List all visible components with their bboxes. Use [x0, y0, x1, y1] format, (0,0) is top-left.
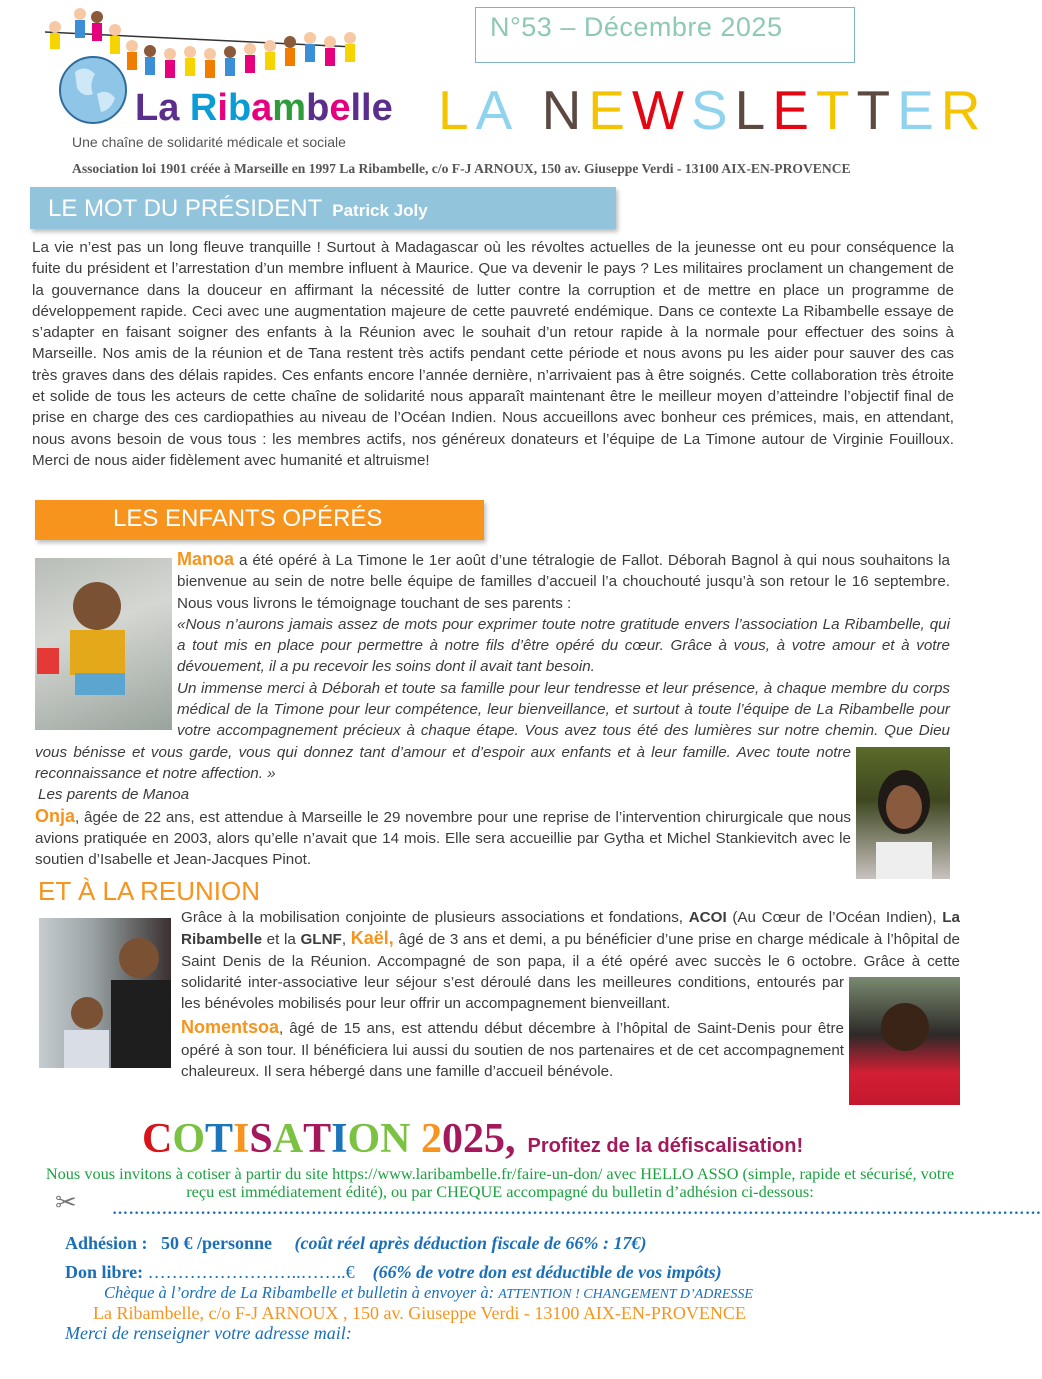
manoa-story: Manoa a été opéré à La Timone le 1er août d’une tétralogie de Fallot. Déborah Bagnol à qui nous souhaitons la bienvenue au sein de notre belle équipe de familles d’accueil l’a chouchouté jusqu’à son retour le 16 septembre. Nous vous livrons le témoignage touchant de ses parents :	[177, 549, 950, 612]
author-name: Patrick Joly	[332, 201, 428, 220]
title-letter: E	[588, 79, 632, 141]
adhesion-amount: 50 € /personne	[161, 1233, 273, 1253]
logo-letter: e	[371, 87, 393, 129]
logo-letter: L	[135, 87, 159, 129]
logo-letter: e	[329, 87, 351, 129]
title-letter: N	[541, 79, 589, 141]
logo-letter: l	[361, 87, 372, 129]
address-change-warning: ATTENTION ! CHANGEMENT D’ADRESSE	[498, 1287, 753, 1302]
title-letter: T	[815, 79, 857, 141]
title-letter: T	[205, 1116, 234, 1162]
title-letter: T	[303, 1116, 332, 1162]
logo-letter: a	[251, 87, 273, 129]
cut-line: ……………………………………………………………………………………………………………………………………………………	[112, 1201, 1042, 1218]
title-letter: E	[897, 79, 941, 141]
issue-box	[475, 7, 855, 63]
title-letter: I	[233, 1116, 250, 1162]
don-libre-line: Don libre: ……………………..……..€ (66% de votre don est déductible de vos impôts)	[65, 1262, 722, 1282]
logo-letter: b	[306, 87, 330, 129]
title-letter: ,	[504, 1116, 516, 1162]
kids-section-header	[35, 500, 484, 540]
section-title: LE MOT DU PRÉSIDENT	[48, 195, 323, 222]
nomentsoa-photo	[849, 977, 960, 1105]
cotisation-title	[142, 1115, 803, 1163]
logo-letter: a	[158, 87, 180, 129]
child-name: Nomentsoa	[181, 1017, 280, 1038]
father-child-photo-icon	[39, 918, 171, 1068]
title-letter: W	[631, 79, 691, 141]
title-letter: S	[249, 1116, 273, 1162]
title-letter: I	[331, 1116, 348, 1162]
child-name: Manoa	[177, 549, 235, 569]
parents-quote-1: «Nous n’aurons jamais assez de mots pour exprimer toute notre gratitude envers l’association La Ribambelle, qui a tout mis en place pour permettre à notre fils d’être opéré du cœur. Grâce à vous, à votre amour et à votre dévouement, il a pu recevoir les soins dont il avait tant besoin.	[177, 615, 950, 676]
title-letter: L	[438, 79, 476, 141]
title-letter: R	[940, 79, 988, 141]
nomentsoa-story: Nomentsoa, âgé de 15 ans, est attendu début décembre à l’hôpital de Saint-Denis pour être opéré à son tour. Il bénéficiera lui aussi du soutien de nos partenaires et de cet accompagnement chaleureux. Il sera hébergé dans une famille d’accueil bénévole.	[181, 1017, 844, 1081]
title-letter: N	[380, 1116, 411, 1162]
association-address: Association loi 1901 créée à Marseille en 1997 La Ribambelle, c/o F-J ARNOUX, 150 av. Giuseppe Verdi - 13100 AIX-EN-PROVENCE	[72, 161, 851, 176]
onja-story: Onja, âgée de 22 ans, est attendue à Marseille le 29 novembre pour une reprise de l’intervention chirurgicale que nous avions pratiquée en 2003, alors qu’elle n’avait que 14 mois. Elle sera accueillie par Gytha et Michel Stankievitch avec le soutien d’Isabelle et Jean-Jacques Pinot.	[35, 805, 851, 869]
title-letter: O	[347, 1116, 381, 1162]
reunion-section-title: ET À LA REUNION	[38, 876, 261, 906]
title-letter	[519, 78, 541, 142]
logo-letter	[179, 87, 190, 129]
logo-letter: i	[217, 87, 228, 129]
title-letter: 2	[420, 1116, 442, 1162]
title-letter: 2	[462, 1116, 484, 1162]
logo-letter: b	[227, 87, 252, 129]
manoa-photo	[35, 558, 172, 730]
kael-story: Grâce à la mobilisation conjointe de plusieurs associations et fondations, ACOI (Au Cœur de l’Océan Indien), La Ribambelle et la GLNF, Kaël, âgé de 3 ans et demi, a pu bénéficier d’une prise en charge médicale à l’hôpital de Saint Denis de la Réunion. Accompagné de son papa, il a été opéré avec succès le 6 octobre. Grâce à cette solidarité inter-associative leur séjour s’est déroulé dans les meilleures conditions, entourés par les bénévoles mobilisés pour leur offrir un accompagnement bienveillant.	[181, 909, 961, 1013]
reunion-section	[39, 907, 960, 1105]
onja-photo	[856, 747, 950, 879]
child-name: Onja	[35, 805, 76, 826]
tagline: Une chaîne de solidarité médicale et sociale	[72, 134, 346, 150]
mailing-address: La Ribambelle, c/o F-J ARNOUX , 150 av. Giuseppe Verdi - 13100 AIX-EN-PROVENCE	[93, 1303, 746, 1323]
cheque-instructions: Chèque à l’ordre de La Ribambelle et bulletin à envoyer à: ATTENTION ! CHANGEMENT D’ADRESSE	[104, 1283, 753, 1302]
section-title: LES ENFANTS OPÉRÉS	[113, 505, 383, 532]
scissors-icon: ✂	[55, 1187, 77, 1217]
kids-section	[35, 549, 950, 879]
cotisation-subtitle: Profitez de la défiscalisation!	[527, 1135, 804, 1157]
title-letter: E	[772, 79, 816, 141]
logo-letter: m	[272, 87, 307, 129]
title-letter: A	[475, 79, 520, 141]
logo-wordmark	[135, 87, 393, 129]
title-letter: 0	[441, 1116, 463, 1162]
title-letter	[410, 1115, 421, 1163]
child-name: Kaël,	[350, 928, 394, 949]
title-letter: S	[690, 79, 735, 141]
adhesion-line: Adhésion : 50 € /personne (coût réel après déduction fiscale de 66% : 17€)	[65, 1233, 647, 1253]
la-ribambelle-logo	[35, 2, 393, 129]
title-letter: T	[856, 79, 898, 141]
logo-letter: R	[189, 87, 218, 129]
donation-invitation: Nous vous invitons à cotiser à partir du site https://www.laribambelle.fr/faire-un-don/ avec HELLO ASSO (simple, rapide et sécurisé, votre reçu est immédiatement édité), ou par CHEQUE accompagné du bulletin d’adhésion ci-dessous:	[45, 1164, 955, 1201]
title-letter: L	[734, 79, 773, 141]
title-letter: 5	[483, 1116, 505, 1162]
title-letter: C	[142, 1116, 173, 1162]
quote-signature: Les parents de Manoa	[38, 786, 190, 804]
kael-photo	[39, 918, 171, 1068]
president-section-header	[30, 187, 616, 229]
issue-number: N°53 – Décembre 2025	[490, 12, 783, 42]
parents-quote-2: Un immense merci à Déborah et toute sa famille pour leur tendresse et leur présence, à chaque membre du corps médical de la Timone pour leur compétence, leur bienveillance, et surtout à toute l’équipe de La Ribambelle pour votre accompagnement précieux à chaque étape. Vous avez tous été des lumières sur notre chemin. Que Dieu vous bénisse et vous garde, vous qui donnez tant d’amour et d’espoir aux enfants et à leur famille. Avec toute notre reconnaissance et notre affection. »	[35, 679, 950, 782]
president-message: La vie n’est pas un long fleuve tranquille ! Surtout à Madagascar où les révoltes actuelles de la jeunesse ont eu pour conséquence la fuite du président et l’arrestation d’un membre influent à Maurice. Que va devenir le pays ? Les militaires proclament un changement de la gouvernance dans la douceur en affirmant la nécessité de lutter contre la corruption et de mettre en place un programme de développement rapide. Ceci avec une augmentation majeure de cette pauvreté endémique. Dans ce contexte La Ribambelle essaye de s’adapter en faisant soigner des enfants à la Réunion avec le souhait d’un retour rapide à la normale pour effectuer des soins à Marseille. Nos amis de la réunion et de Tana restent très actifs pendant cette période et nous avons pu les aider pour sauver des cas très graves dans des délais rapides. Ces enfants encore l’année dernière, n’arrivaient pas à être soignés. Cette collaboration très étroite et solide de tous les acteurs de cette chaîne de solidarité nous apparaît maintenant être le meilleur moyen d’atteindre l’objectif final de prise en charge des ces cardiopathies au niveau de l’Océan Indien. Nous accueillons avec bonheur ces prémices, mais, en attendant, nous avons besoin de vous tous : les membres actifs, nos généreux donateurs et l’équipe de La Timone autour de Virginie Fouilloux. Merci de nous aider fidèlement avec humanité et altruisme!	[32, 239, 954, 469]
title-letter: O	[172, 1116, 206, 1162]
title-letter: A	[272, 1116, 304, 1162]
children-chain-globe-icon	[35, 2, 393, 129]
newsletter-title	[438, 78, 988, 142]
don-amount-blank[interactable]: ……………………..……..€	[143, 1262, 355, 1282]
portrait-photo-icon	[849, 977, 960, 1105]
email-request[interactable]: Merci de renseigner votre adresse mail:	[65, 1323, 352, 1343]
child-photo-icon	[35, 558, 172, 730]
portrait-photo-icon	[856, 747, 950, 879]
logo-letter: l	[350, 87, 362, 129]
